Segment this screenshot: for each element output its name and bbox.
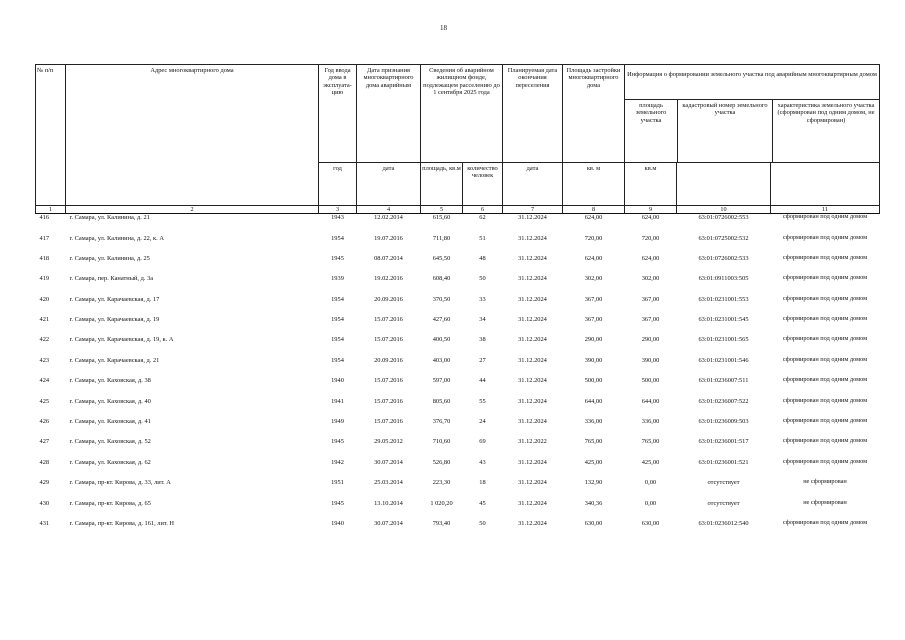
row-land-area: 624,00 (641, 254, 660, 262)
row-planned: 31.12.2024 (518, 418, 547, 426)
row-year: 1954 (331, 234, 344, 242)
table-body (36, 214, 880, 541)
row-people: 51 (479, 234, 486, 242)
unit-build-area: кв. м (563, 163, 625, 206)
row-year: 1945 (331, 499, 344, 507)
row-year: 1939 (331, 275, 344, 283)
row-address: г. Самара, пр-кт. Кирова, д. 161, лит. Н (69, 519, 175, 527)
table-row (36, 377, 880, 397)
row-land-area: 336,00 (641, 418, 660, 426)
row-area: 710,60 (432, 438, 451, 446)
row-cadastral: 63:01:0231001:545 (698, 316, 749, 324)
row-build-area: 336,00 (584, 418, 603, 426)
row-build-area: 765,00 (584, 438, 603, 446)
row-date: 08.07.2014 (374, 254, 403, 262)
row-cadastral: 63:01:0236001:517 (698, 438, 749, 446)
row-date: 15.07.2016 (374, 397, 403, 405)
table-row (36, 255, 880, 275)
row-land-area: 0,00 (644, 479, 657, 487)
row-people: 48 (479, 254, 486, 262)
row-people: 45 (479, 499, 486, 507)
row-number: 420 (39, 295, 50, 303)
row-land-area: 624,00 (641, 214, 660, 222)
header-land-info-group (625, 65, 880, 163)
table-row (36, 479, 880, 499)
row-year: 1940 (331, 519, 344, 527)
row-characteristic: сформирован под одним домом (782, 518, 868, 526)
row-number: 421 (39, 316, 50, 324)
row-address: г. Самара, ул. Карачаевская, д. 19, к. А (69, 336, 174, 344)
row-address: г. Самара, ул. Каховская, д. 52 (69, 438, 151, 446)
row-date: 20.09.2016 (374, 295, 403, 303)
table-row (36, 500, 880, 520)
row-date: 13.10.2014 (374, 499, 403, 507)
row-cadastral: отсутствует (707, 479, 740, 487)
header-address: Адрес многоквартирного дома (66, 65, 319, 206)
row-area: 526,80 (432, 458, 451, 466)
row-cadastral: 63:01:0231001:553 (698, 295, 749, 303)
row-area: 645,50 (432, 254, 451, 262)
row-build-area: 367,00 (584, 295, 603, 303)
table-row (36, 316, 880, 336)
table-row (36, 296, 880, 316)
header-resettle-info: Сведения об аварийном жилищном фонде, подлежащем расселению до 1 сентября 2025 года (421, 65, 503, 163)
unit-planned-date: дата (503, 163, 563, 206)
row-characteristic: сформирован под одним домом (782, 376, 868, 384)
row-planned: 31.12.2024 (518, 519, 547, 527)
row-land-area: 290,00 (641, 336, 660, 344)
row-cadastral: 63:01:0236009:503 (698, 418, 749, 426)
row-cadastral: 63:01:0231001:546 (698, 356, 749, 364)
row-planned: 31.12.2024 (518, 499, 547, 507)
row-planned: 31.12.2024 (518, 214, 547, 222)
row-land-area: 367,00 (641, 295, 660, 303)
unit-year: год (319, 163, 357, 206)
row-cadastral: 63:01:0911003:505 (698, 275, 749, 283)
row-people: 27 (479, 356, 486, 364)
colnum-11: 11 (771, 206, 880, 214)
row-planned: 31.12.2024 (518, 336, 547, 344)
row-address: г. Самара, ул. Калинина, д. 22, к. А (69, 234, 164, 242)
row-cadastral: 63:01:0236007:522 (698, 397, 749, 405)
row-build-area: 644,00 (584, 397, 603, 405)
row-characteristic: не сформирован (803, 478, 847, 486)
row-cadastral: 63:01:0726002:533 (698, 254, 749, 262)
colnum-10: 10 (677, 206, 771, 214)
row-planned: 31.12.2024 (518, 275, 547, 283)
row-year: 1945 (331, 438, 344, 446)
row-area: 427,60 (432, 316, 451, 324)
row-year: 1951 (331, 479, 344, 487)
row-year: 1943 (331, 214, 344, 222)
row-people: 33 (479, 295, 486, 303)
colnum-8: 8 (563, 206, 625, 214)
row-land-area: 425,00 (641, 458, 660, 466)
unit-people: количество человек (463, 163, 503, 206)
colnum-5: 5 (421, 206, 463, 214)
row-date: 19.07.2016 (374, 234, 403, 242)
table-row (36, 214, 880, 235)
unit-cadastral (677, 163, 771, 206)
row-characteristic: сформирован под одним домом (782, 315, 868, 323)
row-number: 425 (39, 397, 50, 405)
row-date: 30.07.2014 (374, 519, 403, 527)
row-number: 427 (39, 438, 50, 446)
row-area: 711,80 (432, 234, 451, 242)
header-year: Год ввода дома в эксплуата-цию (319, 65, 357, 163)
row-land-area: 765,00 (641, 438, 660, 446)
row-characteristic: сформирован под одним домом (782, 417, 868, 425)
row-characteristic: сформирован под одним домом (782, 233, 868, 241)
row-cadastral: 63:01:0231001:565 (698, 336, 749, 344)
row-people: 55 (479, 397, 486, 405)
row-number: 430 (39, 499, 50, 507)
row-number: 422 (39, 336, 50, 344)
colnum-7: 7 (503, 206, 563, 214)
row-characteristic: сформирован под одним домом (782, 396, 868, 404)
colnum-3: 3 (319, 206, 357, 214)
row-address: г. Самара, пр-кт. Кирова, д. 65 (69, 499, 151, 507)
row-people: 44 (479, 377, 486, 385)
row-area: 608,40 (432, 275, 451, 283)
colnum-1: 1 (36, 206, 66, 214)
row-land-area: 630,00 (641, 519, 660, 527)
row-year: 1954 (331, 356, 344, 364)
table-row (36, 336, 880, 356)
row-planned: 31.12.2022 (518, 438, 547, 446)
row-planned: 31.12.2024 (518, 377, 547, 385)
row-characteristic: сформирован под одним домом (782, 213, 868, 221)
row-area: 370,50 (432, 295, 451, 303)
row-planned: 31.12.2024 (518, 356, 547, 364)
row-people: 50 (479, 519, 486, 527)
header-planned-end: Планируемая дата окончания переселения (503, 65, 563, 163)
row-build-area: 132,90 (584, 479, 603, 487)
row-area: 597,00 (432, 377, 451, 385)
row-number: 416 (39, 214, 50, 222)
row-build-area: 624,00 (584, 254, 603, 262)
table-row (36, 520, 880, 540)
colnum-2: 2 (66, 206, 319, 214)
table-row (36, 438, 880, 458)
row-people: 18 (479, 479, 486, 487)
unit-date: дата (357, 163, 421, 206)
row-planned: 31.12.2024 (518, 479, 547, 487)
row-cadastral: отсутствует (707, 499, 740, 507)
row-area: 1 020,20 (430, 499, 453, 507)
table-row (36, 398, 880, 418)
row-land-area: 500,00 (641, 377, 660, 385)
row-characteristic: сформирован под одним домом (782, 253, 868, 261)
header-date-emergency: Дата признания многоквартирного дома аварийным (357, 65, 421, 163)
row-year: 1954 (331, 336, 344, 344)
row-year: 1945 (331, 254, 344, 262)
row-address: г. Самара, ул. Карачаевская, д. 21 (69, 356, 160, 364)
row-planned: 31.12.2024 (518, 397, 547, 405)
row-number: 424 (39, 377, 50, 385)
header-land-info: Информация о формировании земельного участка под аварийным многоквартирным домом (625, 65, 879, 100)
row-people: 24 (479, 418, 486, 426)
row-date: 15.07.2016 (374, 316, 403, 324)
row-build-area: 367,00 (584, 316, 603, 324)
row-people: 38 (479, 336, 486, 344)
row-date: 15.07.2016 (374, 377, 403, 385)
row-area: 223,30 (432, 479, 451, 487)
row-build-area: 720,00 (584, 234, 603, 242)
table-row (36, 357, 880, 377)
row-address: г. Самара, пр-кт. Кирова, д. 33, лит. А (69, 479, 171, 487)
row-characteristic: сформирован под одним домом (782, 437, 868, 445)
row-cadastral: 63:01:0236012:540 (698, 519, 749, 527)
row-planned: 31.12.2024 (518, 458, 547, 466)
row-number: 423 (39, 356, 50, 364)
row-date: 12.02.2014 (374, 214, 403, 222)
row-build-area: 340,36 (584, 499, 603, 507)
row-area: 615,60 (432, 214, 451, 222)
header-cadastral: кадастровый номер земельного участка (678, 100, 773, 162)
row-land-area: 720,00 (641, 234, 660, 242)
row-characteristic: не сформирован (803, 498, 847, 506)
row-planned: 31.12.2024 (518, 295, 547, 303)
row-number: 418 (39, 254, 50, 262)
row-number: 426 (39, 418, 50, 426)
row-address: г. Самара, ул. Карачаевская, д. 19 (69, 316, 160, 324)
row-build-area: 624,00 (584, 214, 603, 222)
row-number: 417 (39, 234, 50, 242)
row-planned: 31.12.2024 (518, 254, 547, 262)
row-area: 793,40 (432, 519, 451, 527)
row-date: 15.07.2016 (374, 418, 403, 426)
row-land-area: 367,00 (641, 316, 660, 324)
row-address: г. Самара, ул. Калинина, д. 21 (69, 214, 150, 222)
row-address: г. Самара, ул. Карачаевская, д. 17 (69, 295, 160, 303)
row-number: 431 (39, 519, 50, 527)
row-cadastral: 63:01:0236007:511 (698, 377, 749, 385)
row-area: 400,50 (432, 336, 451, 344)
page-number: 18 (440, 24, 447, 32)
row-build-area: 302,00 (584, 275, 603, 283)
row-land-area: 644,00 (641, 397, 660, 405)
row-address: г. Самара, ул. Каховская, д. 41 (69, 418, 151, 426)
row-year: 1949 (331, 418, 344, 426)
colnum-6: 6 (463, 206, 503, 214)
row-characteristic: сформирован под одним домом (782, 294, 868, 302)
row-date: 20.09.2016 (374, 356, 403, 364)
row-land-area: 302,00 (641, 275, 660, 283)
unit-land-area: кв.м (625, 163, 677, 206)
table-row (36, 418, 880, 438)
unit-characteristic (771, 163, 880, 206)
row-characteristic: сформирован под одним домом (782, 274, 868, 282)
row-address: г. Самара, ул. Каховская, д. 40 (69, 397, 151, 405)
row-area: 805,60 (432, 397, 451, 405)
header-characteristic: характеристика земельного участка (сформирован под одним домом, не сформирован) (777, 102, 875, 124)
row-date: 19.02.2016 (374, 275, 403, 283)
row-characteristic: сформирован под одним домом (782, 457, 868, 465)
row-people: 34 (479, 316, 486, 324)
header-building-area: Площадь застройки многоквартирного дома (563, 65, 625, 163)
row-cadastral: 63:01:0725002:532 (698, 234, 749, 242)
emergency-housing-table (35, 64, 880, 540)
row-characteristic: сформирован под одним домом (782, 355, 868, 363)
row-year: 1942 (331, 458, 344, 466)
row-area: 403,00 (432, 356, 451, 364)
row-planned: 31.12.2024 (518, 234, 547, 242)
row-build-area: 290,00 (584, 336, 603, 344)
row-build-area: 425,00 (584, 458, 603, 466)
row-address: г. Самара, ул. Каховская, д. 38 (69, 377, 151, 385)
row-date: 25.03.2014 (374, 479, 403, 487)
row-year: 1954 (331, 316, 344, 324)
row-date: 15.07.2016 (374, 336, 403, 344)
colnum-9: 9 (625, 206, 677, 214)
table-row (36, 275, 880, 295)
row-people: 50 (479, 275, 486, 283)
unit-area: площадь, кв.м (421, 163, 463, 206)
row-people: 43 (479, 458, 486, 466)
row-cadastral: 63:01:0726002:553 (698, 214, 749, 222)
row-build-area: 390,00 (584, 356, 603, 364)
row-land-area: 390,00 (641, 356, 660, 364)
row-address: г. Самара, пер. Канатный, д. 3а (69, 275, 154, 283)
row-number: 419 (39, 275, 50, 283)
row-year: 1941 (331, 397, 344, 405)
row-address: г. Самара, ул. Каховская, д. 62 (69, 458, 151, 466)
row-year: 1954 (331, 295, 344, 303)
row-address: г. Самара, ул. Калинина, д. 25 (69, 254, 150, 262)
header-num: № п/п (36, 65, 66, 206)
row-build-area: 630,00 (584, 519, 603, 527)
row-cadastral: 63:01:0236001:521 (698, 458, 749, 466)
row-build-area: 500,00 (584, 377, 603, 385)
row-number: 428 (39, 458, 50, 466)
row-date: 29.05.2012 (374, 438, 403, 446)
row-year: 1940 (331, 377, 344, 385)
row-people: 62 (479, 214, 486, 222)
row-planned: 31.12.2024 (518, 316, 547, 324)
row-number: 429 (39, 479, 50, 487)
colnum-4: 4 (357, 206, 421, 214)
table-row (36, 459, 880, 479)
header-land-area: площадь земельного участка (625, 100, 678, 162)
row-date: 30.07.2014 (374, 458, 403, 466)
row-characteristic: сформирован под одним домом (782, 335, 868, 343)
row-people: 69 (479, 438, 486, 446)
table-row (36, 235, 880, 255)
row-land-area: 0,00 (644, 499, 657, 507)
row-area: 376,70 (432, 418, 451, 426)
